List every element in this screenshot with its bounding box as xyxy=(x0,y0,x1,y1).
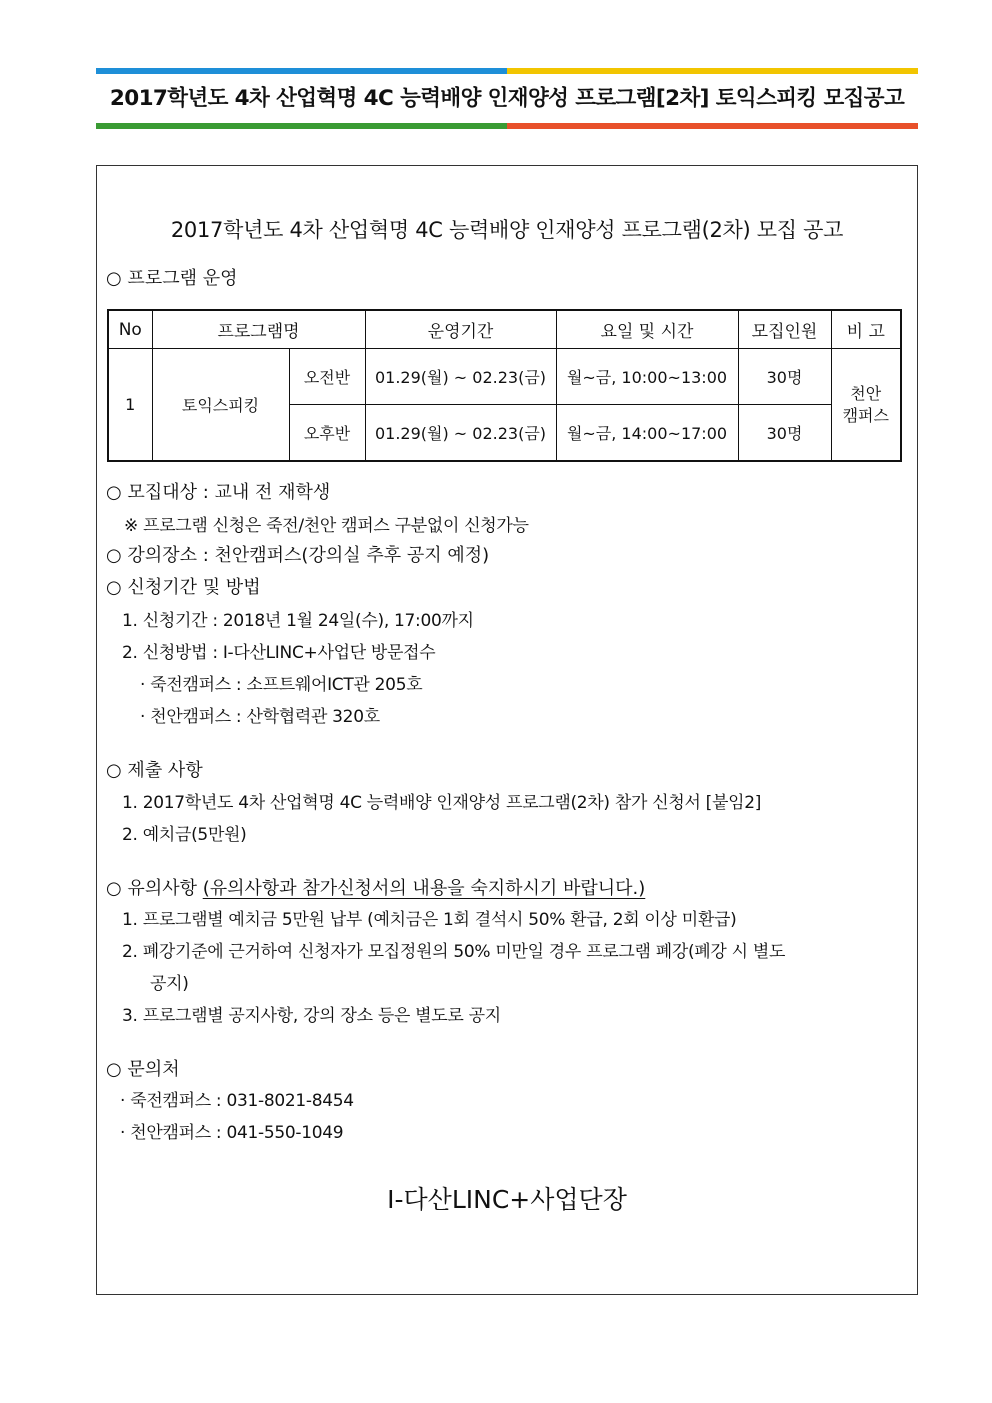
submission-item: 2. 예치금(5만원) xyxy=(122,825,247,845)
top-bar-blue-segment xyxy=(96,68,507,74)
application-item: 2. 신청방법 : I-다산LINC+사업단 방문접수 xyxy=(122,643,436,663)
contact-heading: ○ 문의처 xyxy=(106,1059,180,1080)
bottom-bar-green-segment xyxy=(96,123,507,129)
col-header-no: No xyxy=(108,310,152,349)
col-header-program: 프로그램명 xyxy=(152,310,365,349)
cell-note: 천안 캠퍼스 xyxy=(831,349,901,462)
cell-period: 01.29(월) ~ 02.23(금) xyxy=(365,405,556,462)
submission-item: 1. 2017학년도 4차 산업혁명 4C 능력배양 인재양성 프로그램(2차) 참가 신청서 [붙임2] xyxy=(122,793,762,813)
cell-time: 월~금, 14:00~17:00 xyxy=(556,405,738,462)
cell-session: 오후반 xyxy=(289,405,365,462)
table-header-row xyxy=(108,310,901,349)
program-section-heading: ○ 프로그램 운영 xyxy=(106,268,238,289)
cell-period: 01.29(월) ~ 02.23(금) xyxy=(365,349,556,405)
caution-item: 1. 프로그램별 예치금 5만원 납부 (예치금은 1회 결석시 50% 환급, 2회 이상 미환급) xyxy=(122,910,737,930)
cell-capacity: 30명 xyxy=(738,349,831,405)
bottom-bar-orange-segment xyxy=(507,123,918,129)
signature: I-다산LINC+사업단장 xyxy=(387,1185,627,1214)
table-row xyxy=(108,349,901,405)
caution-item: 3. 프로그램별 공지사항, 강의 장소 등은 별도로 공지 xyxy=(122,1006,501,1026)
caution-item: 공지) xyxy=(150,974,189,994)
col-header-period: 운영기간 xyxy=(365,310,556,349)
program-table xyxy=(107,309,902,462)
submission-heading: ○ 제출 사항 xyxy=(106,760,203,781)
contact-item: · 천안캠퍼스 : 041-550-1049 xyxy=(120,1123,344,1143)
application-item: · 죽전캠퍼스 : 소프트웨어ICT관 205호 xyxy=(140,675,423,695)
application-heading: ○ 신청기간 및 방법 xyxy=(106,577,261,598)
caution-item: 2. 폐강기준에 근거하여 신청자가 모집정원의 50% 미만일 경우 프로그램 폐강(폐강 시 별도 xyxy=(122,942,786,962)
cell-capacity: 30명 xyxy=(738,405,831,462)
notice-title: 2017학년도 4차 산업혁명 4C 능력배양 인재양성 프로그램(2차) 모집 공고 xyxy=(170,218,844,242)
caution-heading-prefix: ○ 유의사항 xyxy=(106,878,203,899)
cell-session: 오전반 xyxy=(289,349,365,405)
application-item: · 천안캠퍼스 : 산학협력관 320호 xyxy=(140,707,380,727)
header-title: 2017학년도 4차 산업혁명 4C 능력배양 인재양성 프로그램[2차] 토익스피킹 모집공고 xyxy=(109,86,905,111)
header-top-color-bar xyxy=(96,68,918,74)
caution-heading xyxy=(106,874,645,900)
contact-item: · 죽전캠퍼스 : 031-8021-8454 xyxy=(120,1091,354,1111)
cell-no: 1 xyxy=(108,349,152,462)
application-item: 1. 신청기간 : 2018년 1월 24일(수), 17:00까지 xyxy=(122,611,474,631)
cell-time: 월~금, 10:00~13:00 xyxy=(556,349,738,405)
target-note: ※ 프로그램 신청은 죽전/천안 캠퍼스 구분없이 신청가능 xyxy=(124,516,529,536)
target-heading: ○ 모집대상 : 교내 전 재학생 xyxy=(106,482,331,503)
header-bottom-color-bar xyxy=(96,123,918,129)
col-header-time: 요일 및 시간 xyxy=(556,310,738,349)
top-bar-yellow-segment xyxy=(507,68,918,74)
col-header-capacity: 모집인원 xyxy=(738,310,831,349)
venue-heading: ○ 강의장소 : 천안캠퍼스(강의실 추후 공지 예정) xyxy=(106,545,490,566)
caution-heading-underlined: (유의사항과 참가신청서의 내용을 숙지하시기 바랍니다.) xyxy=(202,878,646,899)
col-header-note: 비 고 xyxy=(831,310,901,349)
cell-program: 토익스피킹 xyxy=(152,349,289,462)
